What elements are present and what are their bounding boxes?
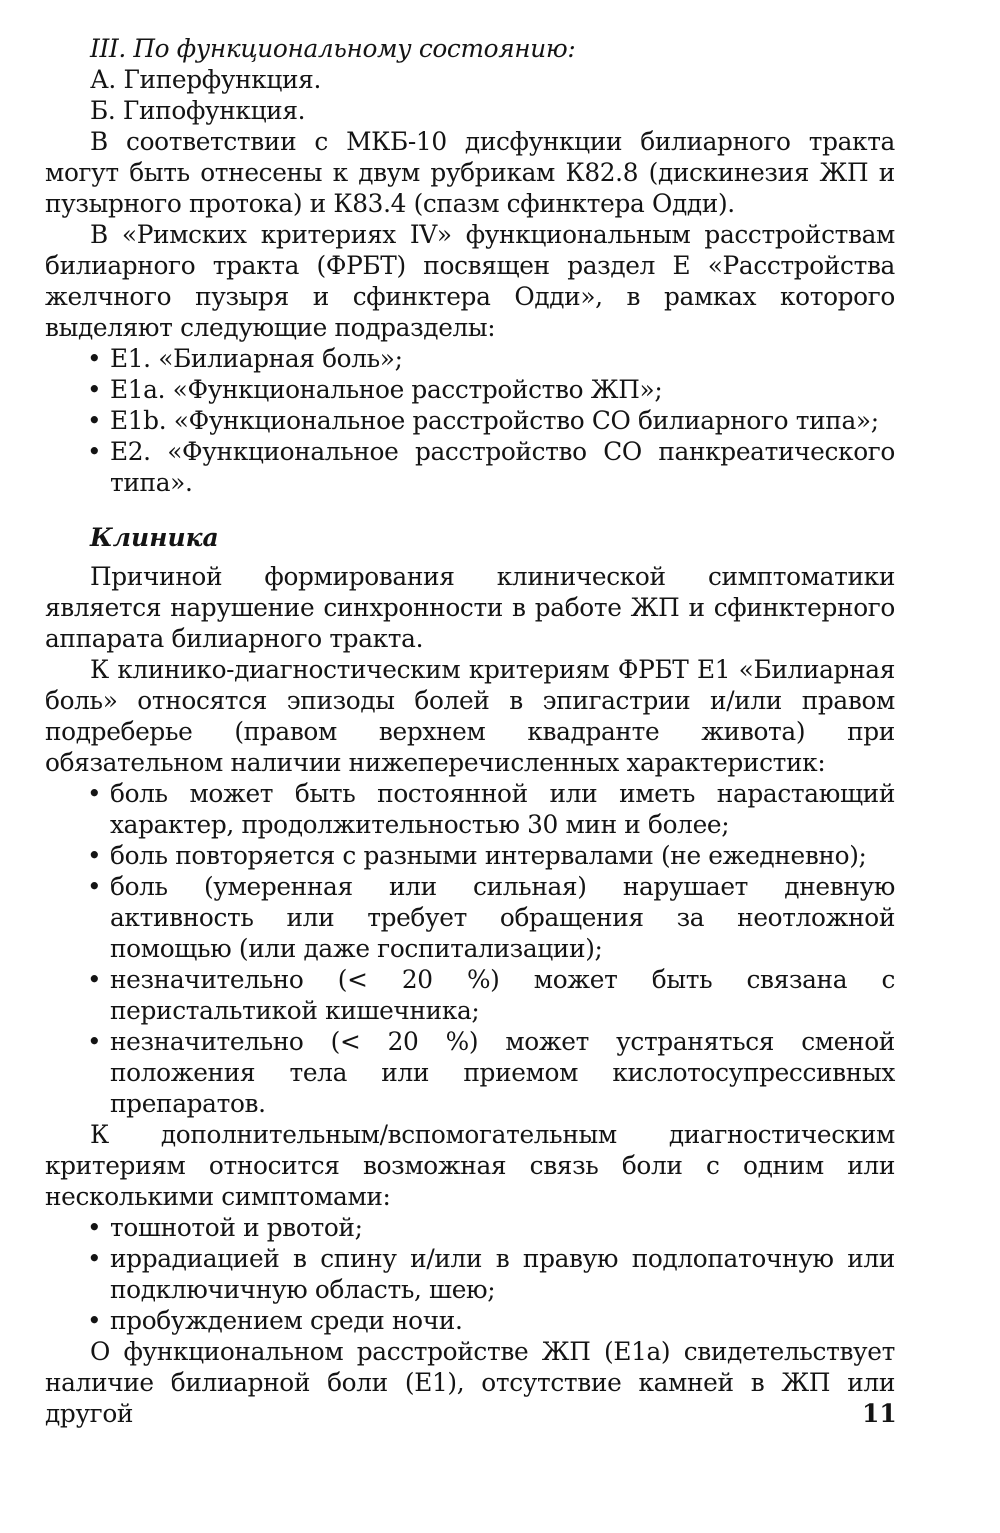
paragraph-rome-criteria: В «Римских критериях IV» функциональным расстройствам билиарного тракта (ФРБТ) посвящен раздел Е «Расстройства желчного пузыря и сфинктера Одди», в рамках которого выделяют следующие подразделы:: [45, 220, 895, 342]
classification-item-hyper: А. Гиперфункция.: [90, 65, 321, 94]
list-item: • иррадиацией в спину и/или в правую подлопаточную или подключичную область, шею;: [45, 1243, 895, 1305]
paragraph-conclusion: О функциональном расстройстве ЖП (Е1а) свидетельствует наличие билиарной боли (Е1), отсутствие камней в ЖП или другой: [45, 1337, 895, 1428]
list-item: • незначительно (< 20 %) может устраняться сменой положения тела или приемом кислотосупрессивных препаратов.: [45, 1026, 895, 1119]
criteria-list: [45, 778, 895, 1119]
paragraph-mkb: В соответствии с МКБ-10 дисфункции билиарного тракта могут быть отнесены к двум рубрикам К82.8 (дискинезия ЖП и пузырного протока) и К83.4 (спазм сфинктера Одди).: [45, 127, 895, 218]
subsections-list: [45, 343, 895, 498]
classification-item-hypo: Б. Гипофункция.: [90, 96, 306, 125]
list-item: • боль может быть постоянной или иметь нарастающий характер, продолжительностью 30 мин и более;: [45, 778, 895, 840]
list-item: • Е1. «Билиарная боль»;: [45, 343, 895, 374]
list-item: • боль (умеренная или сильная) нарушает дневную активность или требует обращения за неотложной помощью (или даже госпитализации);: [45, 871, 895, 964]
list-item: • E1b. «Функциональное расстройство СО билиарного типа»;: [45, 405, 895, 436]
paragraph-additional-intro: К дополнительным/вспомогательным диагностическим критериям относится возможная связь боли с одним или несколькими симптомами:: [45, 1120, 895, 1211]
classification-heading: III. По функциональному состоянию:: [90, 34, 576, 63]
list-item: • боль повторяется с разными интервалами (не ежедневно);: [45, 840, 895, 871]
paragraph-cause: Причиной формирования клинической симптоматики является нарушение синхронности в работе ЖП и сфинктерного аппарата билиарного тракта.: [45, 562, 895, 653]
list-item: • незначительно (< 20 %) может быть связана с перистальтикой кишечника;: [45, 964, 895, 1026]
list-item: • тошнотой и рвотой;: [45, 1212, 895, 1243]
page-number: 11: [862, 1399, 897, 1428]
section-heading-clinic: Клиника: [90, 523, 219, 552]
paragraph-criteria-intro: К клинико-диагностическим критериям ФРБТ Е1 «Билиарная боль» относятся эпизоды болей в эпигастрии и/или правом подреберье (правом верхнем квадранте живота) при обязательном наличии нижеперечисленных характеристик:: [45, 655, 895, 777]
list-item: • пробуждением среди ночи.: [45, 1305, 895, 1336]
list-item: • Е2. «Функциональное расстройство СО панкреатического типа».: [45, 436, 895, 498]
page-content: [45, 33, 895, 1429]
list-item: • Е1а. «Функциональное расстройство ЖП»;: [45, 374, 895, 405]
additional-criteria-list: [45, 1212, 895, 1336]
